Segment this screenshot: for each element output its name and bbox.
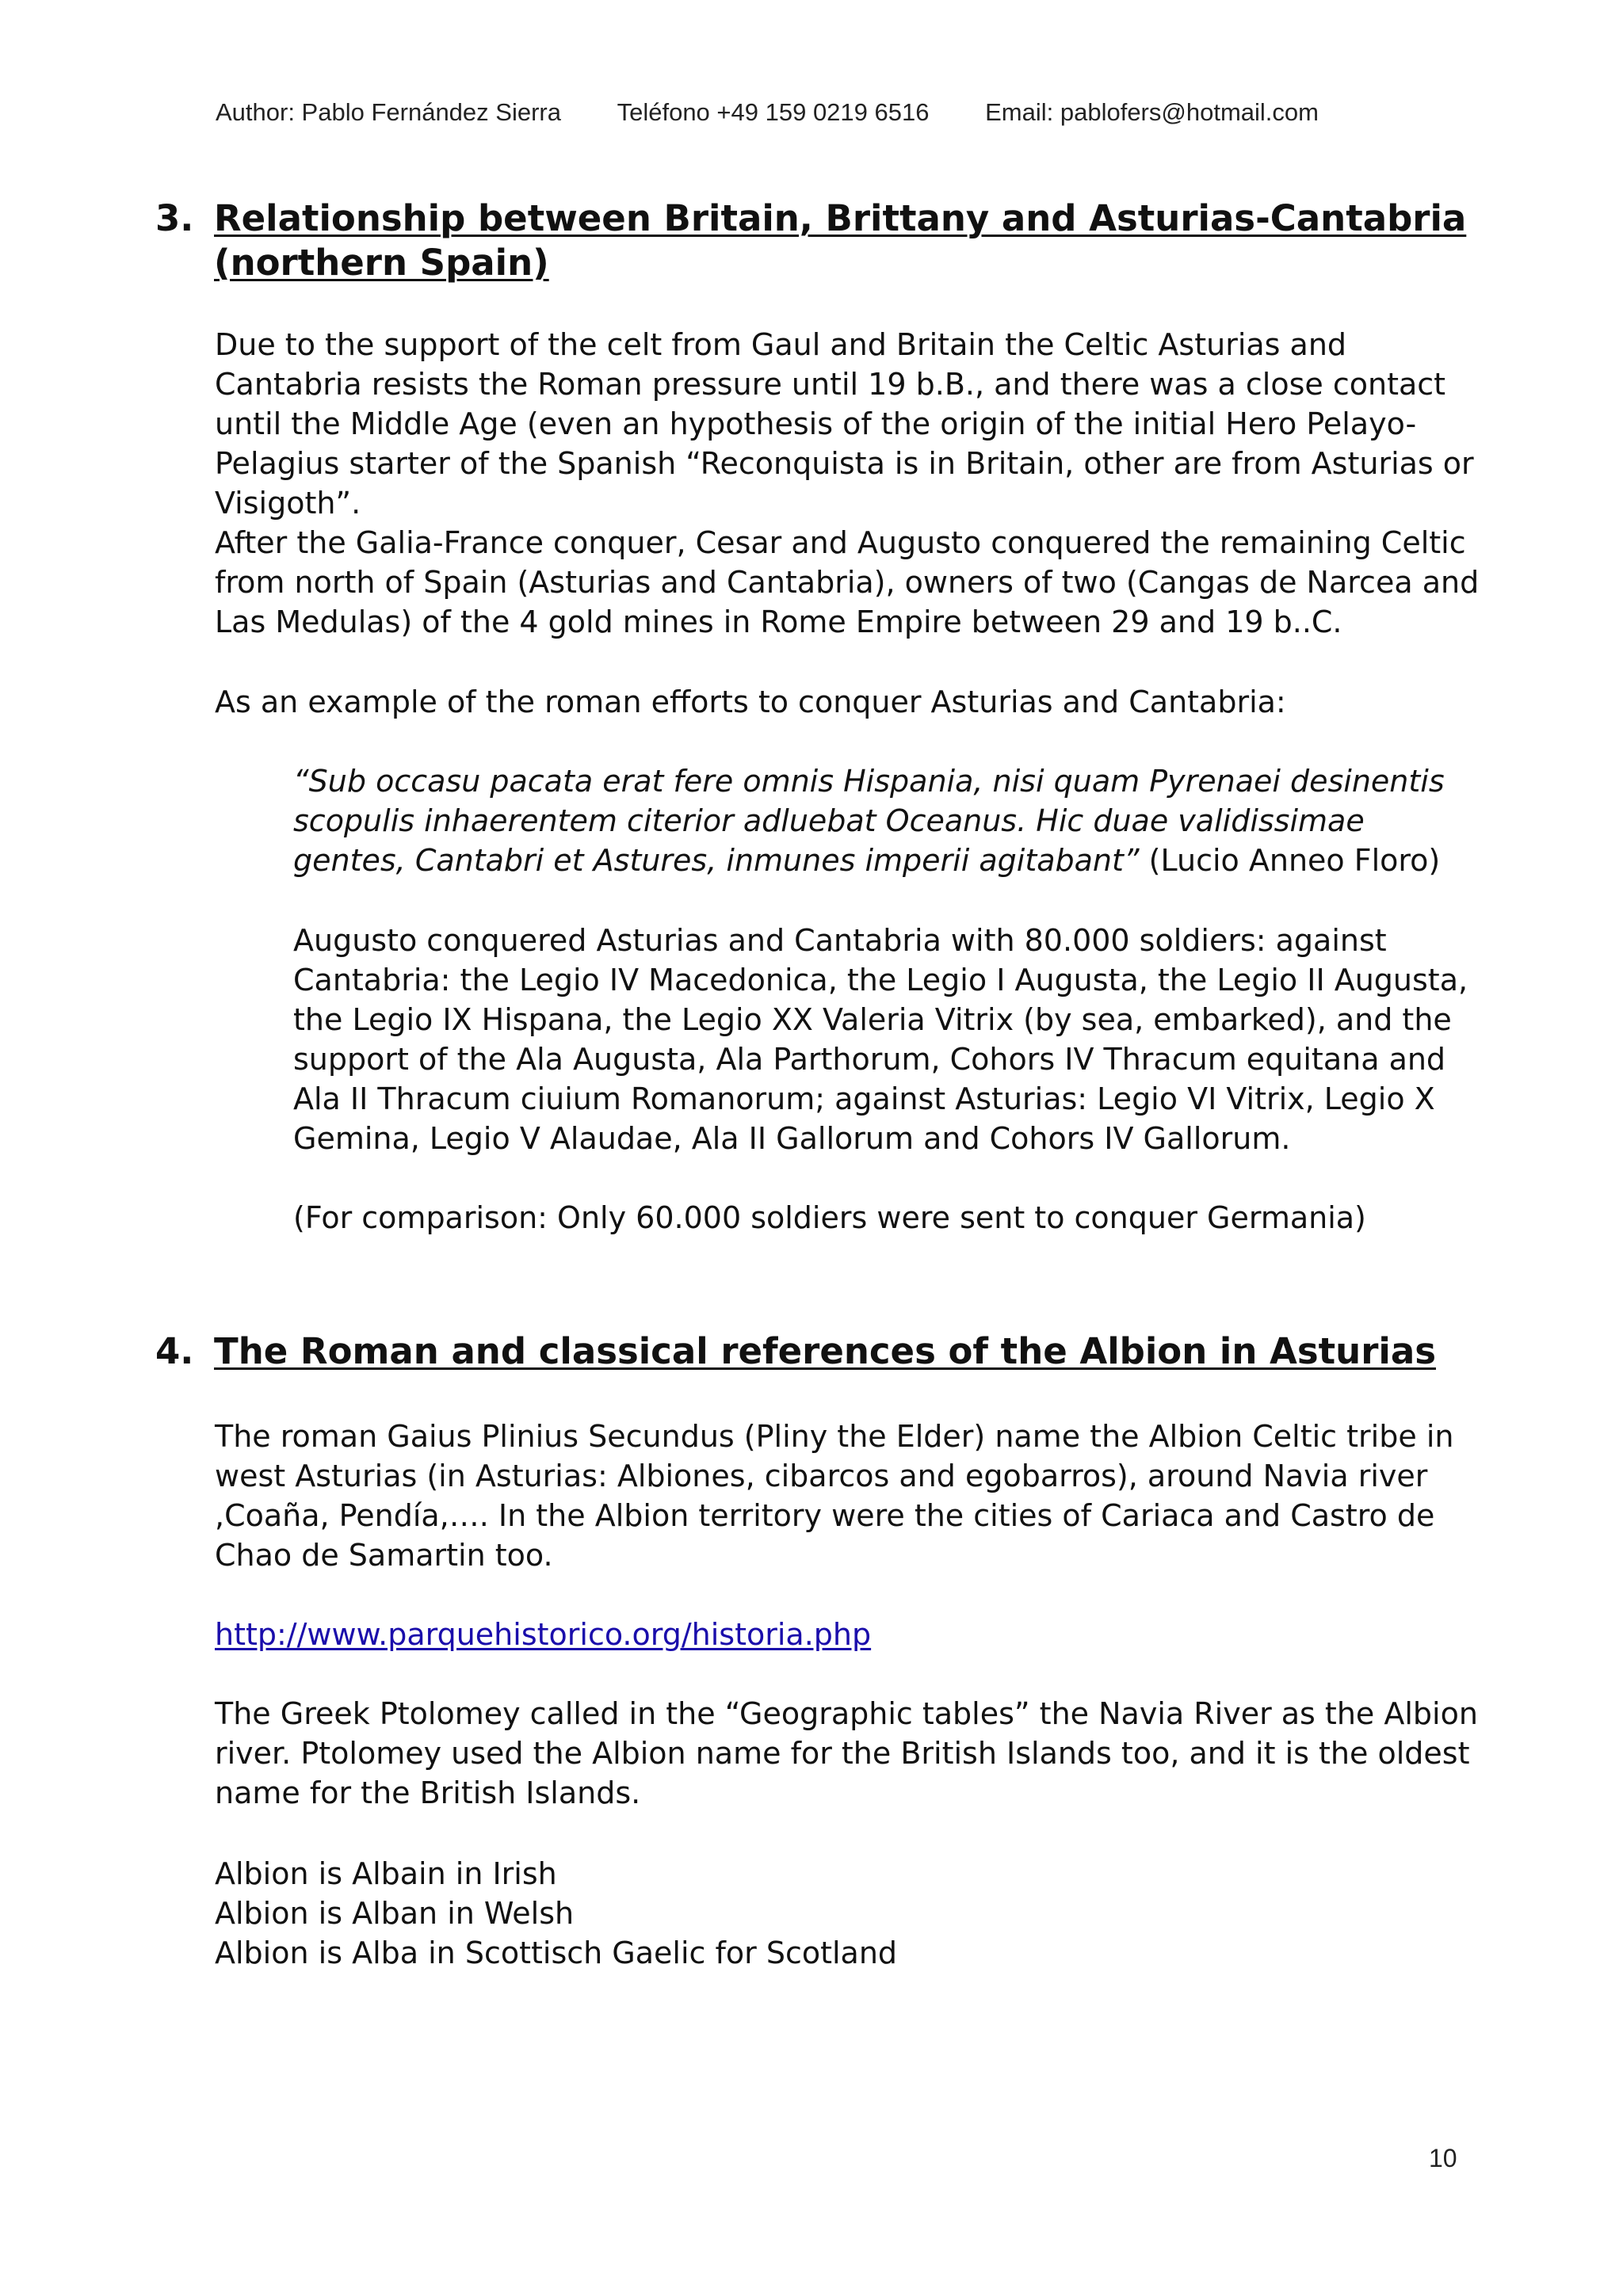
page-number: 10 [1429,2144,1457,2172]
page-header [216,98,1319,127]
latin-quote-text: “Sub occasu pacata erat fere omnis Hispania, nisi quam Pyrenaei desinentis scopulis inhaerentem citerior adluebat Oceanus. Hic duae validissimae gentes, Cantabri et Astures, inmunes imperii agitabant” [293,764,1445,878]
section-3-paragraph-3: As an example of the roman efforts to conquer Asturias and Cantabria: [215,685,1286,719]
header-author: Author: Pablo Fernández Sierra [216,98,561,126]
section-3-paragraph-2: After the Galia-France conquer, Cesar and Augusto conquered the remaining Celtic from north of Spain (Asturias and Cantabria), owners of two (Cangas de Narcea and Las Medulas) of the 4 gold mines in Rome Empire between 29 and 19 b..C. [215,525,1480,639]
section-4-heading [155,1329,1582,1377]
section-3-title-line1: Relationship between Britain, Brittany and Asturias-Cantabria [214,197,1467,239]
section-4-number: 4. [155,1330,194,1372]
latin-quote [293,761,1482,880]
section-3-heading [155,196,1582,285]
parquehistorico-link[interactable]: http://www.parquehistorico.org/historia.php [215,1617,872,1652]
reference-link-paragraph [215,1615,1483,1654]
section-3-paragraph-5: (For comparison: Only 60.000 soldiers were sent to conquer Germania) [293,1200,1366,1235]
section-3-paragraph-1: Due to the support of the celt from Gaul and Britain the Celtic Asturias and Cantabria resists the Roman pressure until 19 b.B., and there was a close contact until the Middle Age (even an hypothesis of the origin of the initial Hero Pelayo-Pelagius starter of the Spanish “Reconquista is in Britain, other are from Asturias or Visigoth”. [215,327,1474,521]
albion-names-list [215,1854,1483,1973]
latin-quote-source: (Lucio Anneo Floro) [1139,843,1441,878]
header-email: Email: pablofers@hotmail.com [985,98,1319,126]
section-3-paragraph-4: Augusto conquered Asturias and Cantabria with 80.000 soldiers: against Cantabria: the Legio IV Macedonica, the Legio I Augusta, the Legio II Augusta, the Legio IX Hispana, the Legio XX Valeria Vitrix (by sea, embarked), and the support of the Ala Augusta, Ala Parthorum, Cohors IV Thracum equitana and Ala II Thracum ciuium Romanorum; against Asturias: Legio VI Vitrix, Legio X Gemina, Legio V Alaudae, Ala II Gallorum and Cohors IV Gallorum. [293,923,1468,1156]
albion-line-scottish: Albion is Alba in Scottisch Gaelic for Scotland [215,1936,898,1970]
albion-line-welsh: Albion is Alban in Welsh [215,1896,575,1931]
section-3-title [214,196,1577,285]
section-3-number: 3. [155,197,194,239]
section-4-paragraph-2: The Greek Ptolomey called in the “Geographic tables” the Navia River as the Albion river. Ptolomey used the Albion name for the British Islands too, and it is the oldest name for the British Islands. [215,1696,1478,1810]
albion-line-irish: Albion is Albain in Irish [215,1856,557,1891]
header-phone: Teléfono +49 159 0219 6516 [617,98,930,126]
section-3-title-line2: (northern Spain) [214,242,549,284]
section-4-paragraph-1: The roman Gaius Plinius Secundus (Pliny the Elder) name the Albion Celtic tribe in west Asturias (in Asturias: Albiones, cibarcos and egobarros), around Navia river ,Coaña, Pendía,…. In the Albion territory were the cities of Cariaca and Castro de Chao de Samartin too. [215,1419,1454,1573]
section-4-title: The Roman and classical references of the Albion in Asturias [214,1330,1436,1372]
